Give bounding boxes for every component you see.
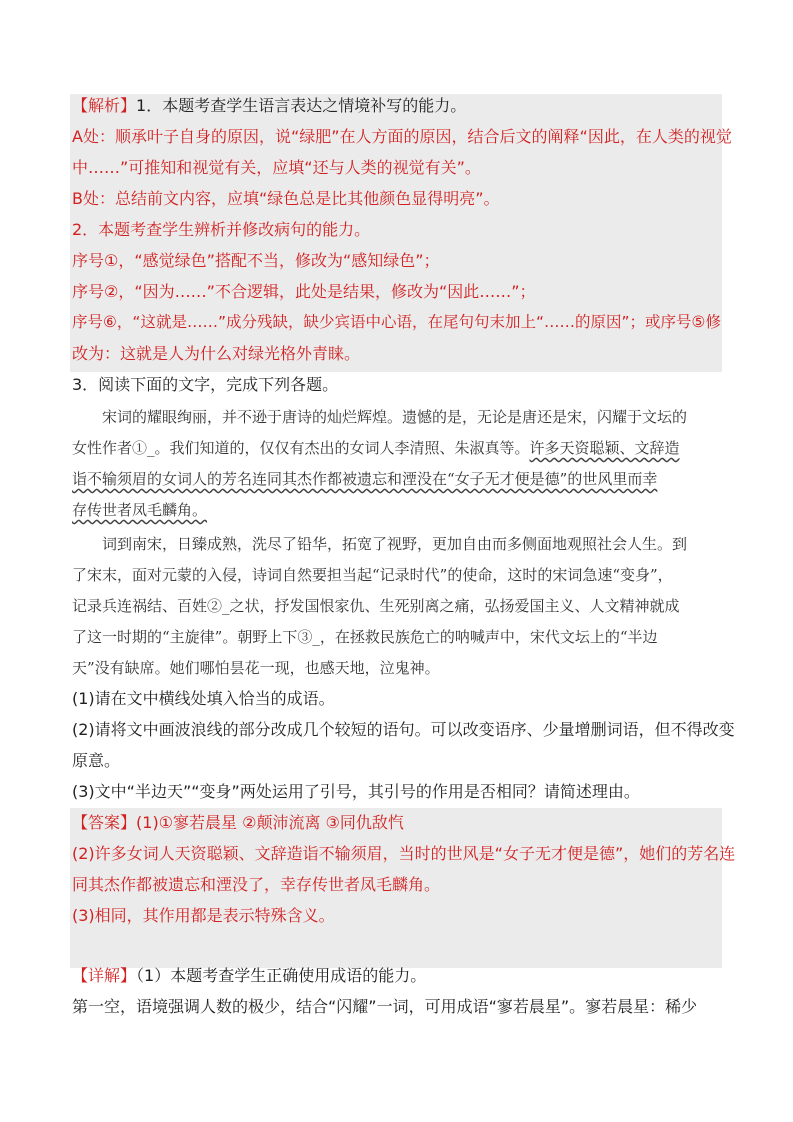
analysis-line-9: 改为：这就是人为什么对绿光格外青睐。 (72, 344, 361, 363)
wavy-underline-text: 诣不输须眉的女词人的芳名连同其杰作都被遗忘和湮没在“女子无才便是德”的世风里而幸 (72, 470, 658, 488)
detail-line-1: 【详解】（1）本题考查学生正确使用成语的能力。 (72, 966, 427, 985)
question-title: 3．阅读下面的文字，完成下列各题。 (72, 375, 339, 394)
analysis-line-2: A处：顺承叶子自身的原因，说“绿肥”在人方面的原因，结合后文的阐释“因此，在人类的视觉 (72, 127, 732, 146)
circled-number-5: ⑤ (691, 313, 706, 331)
question-2-line-1: (2)请将文中画波浪线的部分改成几个较短的语句。可以改变语序、少量增删词语，但不得改变 (72, 720, 735, 739)
passage-p2-line-5: 天”没有缺席。她们哪怕昙花一现，也感天地，泣鬼神。 (72, 659, 440, 677)
passage-p1-line-3 (72, 464, 722, 495)
circled-number-1: ① (104, 251, 119, 270)
answer-line-1: 【答案】(1)①寥若晨星 ②颠沛流离 ③同仇敌忾 (72, 813, 404, 832)
circled-number-2: ② (104, 282, 119, 301)
passage-p2-line-4: 了这一时期的“主旋律”。朝野上下③_，在拯救民族危亡的呐喊声中，宋代文坛上的“半边 (72, 628, 658, 646)
question-3: (3)文中“半边天”“变身”两处运用了引号，其引号的作用是否相同？请简述理由。 (72, 782, 640, 801)
detail-tag: 【详解】 (72, 966, 137, 985)
answer-tag: 【答案】 (72, 813, 137, 832)
analysis-line-8: 序号⑥，“这就是……”成分残缺，缺少宾语中心语，在尾句句末加上“……的原因”；或序号⑤修 (72, 313, 721, 331)
detail-line-2: 第一空，语境强调人数的极少，结合“闪耀”一词，可用成语“寥若晨星”。寥若晨星：稀少 (72, 997, 698, 1016)
question-2-line-2: 原意。 (72, 751, 121, 770)
passage-p1-line-4 (72, 495, 722, 526)
analysis-tag: 【解析】 (72, 96, 137, 115)
passage-p2-line-3: 记录兵连祸结、百姓②_之状，抒发国恨家仇、生死别离之痛，弘扬爱国主义、人文精神就成 (72, 597, 680, 615)
answer-line-2: (2)许多女词人天资聪颖、文辞造诣不输须眉，当时的世风是“女子无才便是德”，她们的芳名连 (72, 844, 736, 863)
analysis-line-1: 【解析】1．本题考查学生语言表达之情境补写的能力。 (72, 96, 467, 115)
answer-line-3: 同其杰作都被遗忘和湮没了，幸存传世者凤毛麟角。 (72, 875, 441, 894)
wavy-underline-text: 存传世者凤毛麟角。 (72, 501, 208, 519)
answer-line-4: (3)相同，其作用都是表示特殊含义。 (72, 906, 335, 925)
analysis-line-3: 中……”可推知和视觉有关，应填“还与人类的视觉有关”。 (72, 158, 481, 177)
passage-p1-line-2: 女性作者①_。我们知道的，仅仅有杰出的女词人李清照、朱淑真等。许多天资聪颖、文辞造 (72, 439, 680, 457)
passage-p2-line-1: 词到南宋，日臻成熟，洗尽了铅华，拓宽了视野，更加自由而多侧面地观照社会人生。到 (102, 535, 688, 553)
circled-number-6: ⑥ (103, 313, 117, 331)
analysis-line-4: B处：总结前文内容，应填“绿色总是比其他颜色显得明亮”。 (72, 189, 500, 208)
passage-p2-line-2: 了宋末，面对元蒙的入侵，诗词自然要担当起“记录时代”的使命，这时的宋词急速“变身”， (72, 566, 673, 584)
analysis-line-6: 序号①，“感觉绿色”搭配不当，修改为“感知绿色”； (72, 251, 440, 270)
analysis-line-5: 2．本题考查学生辨析并修改病句的能力。 (72, 220, 371, 239)
wavy-underline-text: 许多天资聪颖、文辞造 (529, 439, 680, 457)
analysis-line-7: 序号②，“因为……”不合逻辑，此处是结果，修改为“因此……”； (72, 282, 536, 301)
passage-p1-line-1: 宋词的耀眼绚丽，并不逊于唐诗的灿烂辉煌。遗憾的是，无论是唐还是宋，闪耀于文坛的 (102, 408, 688, 426)
question-1: (1)请在文中横线处填入恰当的成语。 (72, 689, 335, 708)
